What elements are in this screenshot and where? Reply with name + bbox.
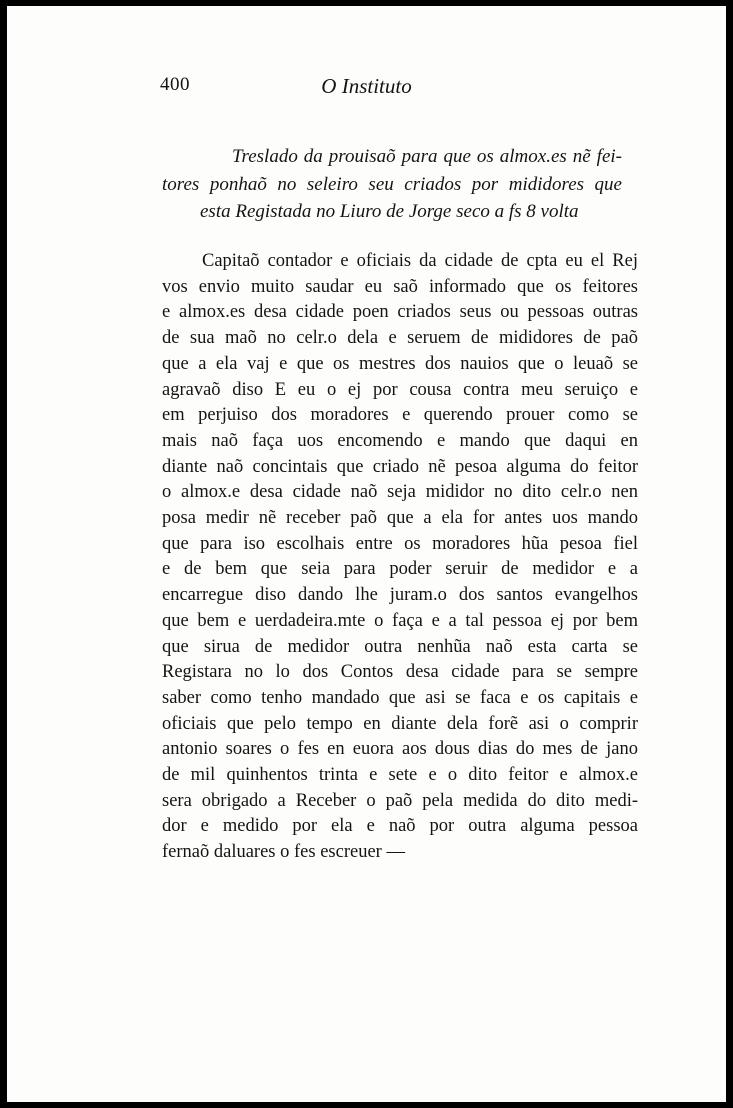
document-heading xyxy=(162,143,622,226)
body-line: encarregue diso dando lhe juram.o dos santos evangelhos xyxy=(162,585,638,606)
body-line: que para iso escolhais entre os moradores hũa pesoa fiel xyxy=(162,533,638,554)
heading-line: tores ponhaõ no seleiro seu criados por mididores que xyxy=(162,173,622,195)
body-line: em perjuiso dos moradores e querendo prouer como se xyxy=(162,405,638,426)
body-line: de sua maõ no celr.o dela e seruem de mididores de paõ xyxy=(162,328,638,349)
body-line: vos envio muito saudar eu saõ informado que os feitores xyxy=(162,276,638,297)
body-line: que a ela vaj e que os mestres dos nauios que o leuaõ se xyxy=(162,353,638,374)
body-line: o almox.e desa cidade naõ seja mididor no dito celr.o nen xyxy=(162,482,638,503)
body-line: sera obrigado a Receber o paõ pela medida do dito medi- xyxy=(162,790,638,811)
heading-line: Treslado da prouisaõ para que os almox.es nẽ fei- xyxy=(232,146,622,167)
body-line: mais naõ faça uos encomendo e mando que daqui en xyxy=(162,430,638,451)
body-line: e almox.es desa cidade poen criados seus ou pessoas outras xyxy=(162,302,638,323)
running-head xyxy=(7,74,726,104)
body-line: e de bem que seia para poder seruir de medidor e a xyxy=(162,559,638,580)
body-line: que bem e uerdadeira.mte o faça e a tal pessoa ej por bem xyxy=(162,610,638,631)
body-line: Capitaõ contador e oficiais da cidade de cpta eu el Rej xyxy=(202,251,638,271)
body-line: saber como tenho mandado que asi se faca e os capitais e xyxy=(162,687,638,708)
document-page xyxy=(7,6,726,1102)
heading-line: esta Registada no Liuro de Jorge seco a fs 8 volta xyxy=(200,201,579,222)
body-line: Registara no lo dos Contos desa cidade para se sempre xyxy=(162,662,638,683)
body-line: de mil quinhentos trinta e sete e o dito feitor e almox.e xyxy=(162,765,638,786)
body-line: fernaõ daluares o fes escreuer — xyxy=(162,842,405,863)
body-line: oficiais que pelo tempo en diante dela forẽ asi o comprir xyxy=(162,713,638,734)
body-line: agravaõ diso E eu o ej por cousa contra meu seruiço e xyxy=(162,379,638,400)
page-number: 400 xyxy=(160,74,190,95)
body-line: dor e medido por ela e naõ por outra alguma pessoa xyxy=(162,816,638,837)
body-line: antonio soares o fes en euora aos dous dias do mes de jano xyxy=(162,739,638,760)
body-line: diante naõ concintais que criado nẽ pesoa alguma do feitor xyxy=(162,456,638,477)
body-text xyxy=(162,249,638,866)
body-line: que sirua de medidor outra nenhũa naõ esta carta se xyxy=(162,636,638,657)
body-line: posa medir nẽ receber paõ que a ela for antes uos mando xyxy=(162,508,638,529)
journal-title: O Instituto xyxy=(321,74,412,98)
